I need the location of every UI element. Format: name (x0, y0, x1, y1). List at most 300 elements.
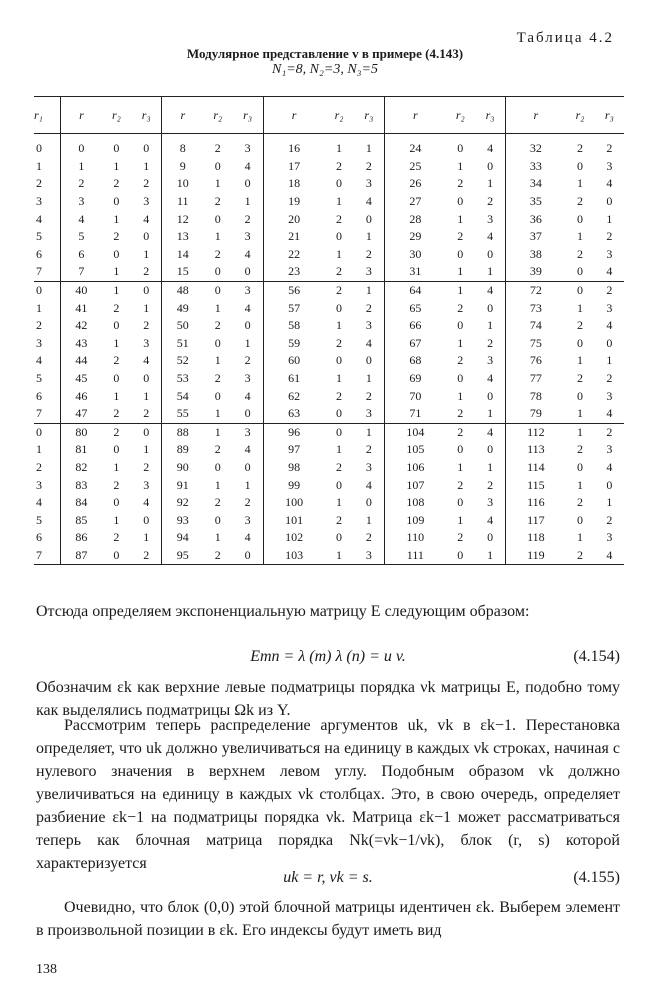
cell-r3: 4 (143, 495, 150, 510)
cell-r3: 0 (143, 512, 150, 527)
cell-r2: 2 (457, 530, 464, 545)
cell-r: 72 (506, 281, 566, 299)
cell-r: 39 (506, 263, 566, 281)
cell-r: 108 (385, 494, 446, 512)
cell-r2: 0 (336, 176, 343, 191)
cell-r3: 1 (487, 264, 494, 279)
cell-r3: 3 (244, 229, 251, 244)
cell-r: 118 (506, 529, 566, 547)
cell-r: 11 (162, 193, 203, 211)
cell-r2: 1 (577, 300, 584, 315)
cell-r: 51 (162, 335, 203, 353)
cell-r3: 4 (244, 442, 251, 457)
cell-r: 93 (162, 511, 203, 529)
table-row (34, 459, 624, 477)
cell-r3: 2 (365, 442, 372, 457)
cell-r: 19 (263, 193, 324, 211)
equation-4-154 (36, 648, 620, 672)
cell-r3: 0 (487, 442, 494, 457)
cell-r2: 0 (446, 547, 475, 565)
cell-r: 66 (385, 317, 446, 335)
cell-r: 95 (162, 547, 203, 565)
cell-r: 117 (506, 511, 566, 529)
cell-r2: 1 (577, 477, 584, 492)
cell-r: 82 (61, 459, 102, 477)
cell-r2: 0 (113, 442, 120, 457)
cell-r: 94 (162, 529, 203, 547)
cell-r: 38 (506, 246, 566, 264)
cell-r3: 3 (365, 176, 372, 191)
cell-r2: 1 (457, 158, 464, 173)
cell-r: 58 (263, 317, 324, 335)
cell-r: 32 (506, 134, 566, 158)
cell-r: 83 (61, 476, 102, 494)
cell-r2: 1 (113, 459, 120, 474)
table-row (34, 335, 624, 353)
table-row (34, 423, 624, 441)
table-row (34, 494, 624, 512)
cell-r: 56 (263, 281, 324, 299)
cell-r2: 1 (577, 530, 584, 545)
cell-r3: 2 (606, 512, 613, 527)
cell-r: 111 (385, 547, 446, 565)
cell-r2: 2 (457, 477, 464, 492)
cell-r2: 0 (336, 530, 343, 545)
cell-r: 114 (506, 459, 566, 477)
cell-r2: 2 (457, 406, 464, 421)
cell-r2: 0 (214, 388, 221, 403)
cell-r3: 2 (143, 176, 150, 191)
cell-r3: 0 (131, 281, 162, 299)
cell-r2: 2 (113, 406, 120, 421)
table-row (34, 370, 624, 388)
cell-r: 79 (506, 405, 566, 423)
header-group-2-col-0: r (263, 97, 324, 134)
cell-r: 34 (506, 175, 566, 193)
cell-r2: 1 (113, 211, 120, 226)
cell-r: 88 (162, 423, 203, 441)
cell-r3: 4 (365, 477, 372, 492)
cell-r3: 2 (143, 264, 150, 279)
cell-r2: 2 (214, 495, 221, 510)
table-row (34, 263, 624, 281)
cell-r3: 2 (143, 406, 150, 421)
table-row (34, 317, 624, 335)
header-group-3-col-1: r₂ (446, 97, 475, 134)
cell-r: 30 (385, 246, 446, 264)
table-row (34, 175, 624, 193)
cell-r2: 1 (113, 512, 120, 527)
cell-r3: 4 (487, 512, 494, 527)
cell-r: 35 (506, 193, 566, 211)
cell-r3: 2 (365, 246, 372, 261)
cell-r3: 2 (365, 388, 372, 403)
cell-r2: 1 (214, 176, 221, 191)
cell-r3: 0 (487, 158, 494, 173)
header-r1: r₁ (34, 97, 61, 134)
cell-r1: 2 (36, 318, 42, 333)
cell-r3: 0 (365, 353, 372, 368)
cell-r3: 3 (232, 423, 263, 441)
cell-r3: 0 (606, 477, 613, 492)
header-group-1-col-1: r₂ (203, 97, 232, 134)
cell-r2: 2 (336, 158, 343, 173)
cell-r: 17 (263, 158, 324, 176)
cell-r3: 3 (606, 388, 613, 403)
cell-r3: 4 (606, 318, 613, 333)
cell-r2: 0 (577, 388, 584, 403)
cell-r: 41 (61, 299, 102, 317)
cell-r2: 2 (324, 281, 353, 299)
cell-r3: 3 (606, 442, 613, 457)
cell-r: 91 (162, 476, 203, 494)
cell-r3: 2 (487, 335, 494, 350)
cell-r2: 1 (336, 194, 343, 209)
cell-r2: 0 (113, 318, 120, 333)
cell-r3: 0 (244, 459, 251, 474)
cell-r3: 2 (365, 530, 372, 545)
cell-r2: 2 (336, 264, 343, 279)
table-row (34, 387, 624, 405)
cell-r2: 1 (457, 388, 464, 403)
cell-r2: 2 (577, 141, 584, 156)
cell-r: 105 (385, 441, 446, 459)
cell-r1: 0 (34, 423, 61, 441)
cell-r3: 4 (365, 335, 372, 350)
cell-r: 84 (61, 494, 102, 512)
cell-r2: 1 (324, 547, 353, 565)
cell-r3: 3 (487, 495, 494, 510)
cell-r2: 1 (113, 388, 120, 403)
cell-r3: 1 (475, 547, 506, 565)
cell-r1: 7 (36, 406, 42, 421)
cell-r2: 2 (336, 211, 343, 226)
cell-r3: 1 (365, 371, 372, 386)
cell-r1: 6 (36, 530, 42, 545)
cell-r3: 0 (232, 547, 263, 565)
cell-r3: 2 (595, 281, 624, 299)
cell-r2: 1 (577, 176, 584, 191)
cell-r1: 7 (36, 264, 42, 279)
cell-r2: 2 (113, 530, 120, 545)
table-row (34, 210, 624, 228)
cell-r2: 0 (457, 442, 464, 457)
cell-r: 104 (385, 423, 446, 441)
cell-r3: 0 (143, 141, 150, 156)
cell-r: 44 (61, 352, 102, 370)
cell-r2: 0 (577, 264, 584, 279)
cell-r2: 1 (336, 246, 343, 261)
cell-r2: 0 (577, 512, 584, 527)
cell-r2: 0 (214, 512, 221, 527)
cell-r: 98 (263, 459, 324, 477)
cell-r2: 2 (446, 423, 475, 441)
cell-r3: 0 (487, 388, 494, 403)
cell-r3: 1 (143, 246, 150, 261)
cell-r1: 3 (36, 194, 42, 209)
cell-r3: 1 (143, 442, 150, 457)
cell-r2: 1 (577, 353, 584, 368)
cell-r3: 0 (365, 495, 372, 510)
header-group-0-col-0: r (61, 97, 102, 134)
cell-r: 0 (61, 134, 102, 158)
cell-r: 70 (385, 387, 446, 405)
cell-r: 23 (263, 263, 324, 281)
cell-r: 100 (263, 494, 324, 512)
cell-r: 85 (61, 511, 102, 529)
cell-r3: 1 (606, 495, 613, 510)
cell-r2: 2 (214, 194, 221, 209)
cell-r3: 1 (487, 459, 494, 474)
cell-r: 55 (162, 405, 203, 423)
cell-r: 112 (506, 423, 566, 441)
cell-r2: 1 (457, 211, 464, 226)
cell-r2: 0 (102, 547, 131, 565)
cell-r2: 2 (214, 442, 221, 457)
cell-r: 92 (162, 494, 203, 512)
paragraph-submatrices: Обозначим εk как верхние левые подматрицы порядка νk матрицы E, подобно тому как выделялись подматрицы Ωk из Y. (36, 679, 620, 719)
cell-r3: 4 (143, 211, 150, 226)
cell-r2: 1 (336, 318, 343, 333)
cell-r: 7 (61, 263, 102, 281)
equation-4-154-number: (4.154) (573, 648, 620, 665)
cell-r2: 0 (336, 353, 343, 368)
cell-r: 29 (385, 228, 446, 246)
table-title: Модулярное представление v в примере (4.143) (186, 46, 464, 61)
cell-r3: 4 (244, 388, 251, 403)
table-row (34, 547, 624, 565)
header-group-0-col-2: r₃ (131, 97, 162, 134)
cell-r2: 0 (113, 495, 120, 510)
cell-r: 107 (385, 476, 446, 494)
cell-r2: 1 (102, 281, 131, 299)
cell-r3: 3 (487, 353, 494, 368)
header-group-3-col-0: r (385, 97, 446, 134)
cell-r3: 1 (143, 300, 150, 315)
cell-r3: 4 (487, 229, 494, 244)
cell-r2: 0 (113, 371, 120, 386)
cell-r: 53 (162, 370, 203, 388)
cell-r3: 2 (606, 229, 613, 244)
cell-r2: 2 (214, 371, 221, 386)
cell-r: 12 (162, 210, 203, 228)
cell-r: 57 (263, 299, 324, 317)
table-row (34, 246, 624, 264)
cell-r: 113 (506, 441, 566, 459)
cell-r2: 0 (565, 281, 594, 299)
cell-r2: 2 (113, 229, 120, 244)
cell-r2: 0 (577, 335, 584, 350)
header-group-2-col-1: r₂ (324, 97, 353, 134)
cell-r3: 2 (244, 211, 251, 226)
cell-r3: 1 (365, 141, 372, 156)
table-body (34, 134, 624, 565)
cell-r3: 1 (143, 530, 150, 545)
cell-r3: 3 (487, 211, 494, 226)
cell-r3: 3 (606, 530, 613, 545)
cell-r: 99 (263, 476, 324, 494)
cell-r3: 0 (487, 246, 494, 261)
cell-r: 60 (263, 352, 324, 370)
cell-r1: 3 (36, 477, 42, 492)
cell-r: 97 (263, 441, 324, 459)
cell-r2: 1 (457, 264, 464, 279)
cell-r: 25 (385, 158, 446, 176)
cell-r: 103 (263, 547, 324, 565)
cell-r3: 2 (595, 423, 624, 441)
cell-r2: 0 (113, 194, 120, 209)
cell-r2: 2 (336, 512, 343, 527)
cell-r: 27 (385, 193, 446, 211)
cell-r: 48 (162, 281, 203, 299)
cell-r1: 3 (36, 335, 42, 350)
cell-r: 24 (385, 134, 446, 158)
cell-r3: 4 (606, 264, 613, 279)
cell-r2: 0 (113, 246, 120, 261)
cell-r1: 5 (36, 229, 42, 244)
cell-r2: 1 (113, 335, 120, 350)
cell-r3: 2 (365, 158, 372, 173)
cell-r2: 0 (214, 459, 221, 474)
page-number: 138 (36, 962, 57, 977)
cell-r2: 0 (457, 141, 464, 156)
cell-r3: 4 (475, 423, 506, 441)
cell-r2: 0 (214, 335, 221, 350)
cell-r: 106 (385, 459, 446, 477)
cell-r3: 4 (606, 176, 613, 191)
cell-r1: 1 (36, 300, 42, 315)
cell-r2: 0 (214, 264, 221, 279)
cell-r: 62 (263, 387, 324, 405)
equation-4-155-body: uk = r, vk = s. (283, 869, 373, 886)
cell-r1: 0 (36, 141, 42, 156)
cell-r2: 2 (457, 300, 464, 315)
cell-r2: 0 (336, 477, 343, 492)
cell-r3: 3 (606, 158, 613, 173)
cell-r: 21 (263, 228, 324, 246)
cell-r3: 2 (143, 318, 150, 333)
cell-r: 20 (263, 210, 324, 228)
cell-r3: 3 (232, 281, 263, 299)
cell-r: 42 (61, 317, 102, 335)
cell-r: 9 (162, 158, 203, 176)
table-row (34, 511, 624, 529)
cell-r: 28 (385, 210, 446, 228)
cell-r2: 1 (577, 406, 584, 421)
cell-r2: 1 (577, 229, 584, 244)
cell-r3: 0 (244, 264, 251, 279)
cell-r: 74 (506, 317, 566, 335)
cell-r3: 3 (143, 477, 150, 492)
cell-r: 47 (61, 405, 102, 423)
cell-r3: 0 (606, 194, 613, 209)
cell-r2: 2 (203, 547, 232, 565)
cell-r2: 0 (203, 281, 232, 299)
cell-r3: 4 (487, 141, 494, 156)
cell-r1: 1 (36, 158, 42, 173)
cell-r3: 0 (143, 371, 150, 386)
cell-r: 14 (162, 246, 203, 264)
cell-r3: 1 (487, 318, 494, 333)
cell-r1: 4 (36, 211, 42, 226)
table-row (34, 193, 624, 211)
cell-r: 71 (385, 405, 446, 423)
cell-r: 59 (263, 335, 324, 353)
cell-r2: 2 (113, 477, 120, 492)
cell-r2: 1 (457, 512, 464, 527)
cell-r2: 0 (577, 459, 584, 474)
cell-r3: 4 (595, 547, 624, 565)
cell-r: 50 (162, 317, 203, 335)
cell-r2: 0 (457, 495, 464, 510)
cell-r: 73 (506, 299, 566, 317)
cell-r: 86 (61, 529, 102, 547)
cell-r3: 4 (244, 246, 251, 261)
cell-r: 26 (385, 175, 446, 193)
cell-r: 46 (61, 387, 102, 405)
cell-r: 65 (385, 299, 446, 317)
cell-r3: 3 (365, 264, 372, 279)
cell-r2: 2 (336, 388, 343, 403)
cell-r2: 1 (113, 264, 120, 279)
cell-r3: 2 (606, 141, 613, 156)
cell-r3: 2 (487, 194, 494, 209)
cell-r3: 2 (487, 477, 494, 492)
cell-r1: 7 (34, 547, 61, 565)
cell-r2: 2 (102, 423, 131, 441)
cell-r: 13 (162, 228, 203, 246)
cell-r1: 4 (36, 495, 42, 510)
cell-r2: 1 (214, 229, 221, 244)
cell-r: 36 (506, 210, 566, 228)
table-label: Таблица 4.2 (516, 30, 614, 46)
cell-r2: 1 (336, 495, 343, 510)
cell-r: 49 (162, 299, 203, 317)
cell-r2: 0 (214, 158, 221, 173)
cell-r: 3 (61, 193, 102, 211)
modular-representation-table (34, 96, 624, 565)
cell-r: 54 (162, 387, 203, 405)
cell-r2: 2 (457, 229, 464, 244)
cell-r2: 0 (324, 423, 353, 441)
cell-r3: 4 (244, 158, 251, 173)
cell-r: 81 (61, 441, 102, 459)
cell-r3: 2 (244, 495, 251, 510)
cell-r2: 2 (565, 547, 594, 565)
cell-r3: 0 (487, 530, 494, 545)
cell-r3: 0 (244, 406, 251, 421)
cell-r2: 1 (336, 141, 343, 156)
cell-r2: 2 (113, 353, 120, 368)
cell-r1: 5 (36, 512, 42, 527)
equation-4-155-number: (4.155) (573, 869, 620, 886)
cell-r3: 1 (244, 194, 251, 209)
cell-r: 16 (263, 134, 324, 158)
cell-r3: 3 (244, 512, 251, 527)
cell-r2: 1 (336, 371, 343, 386)
cell-r: 43 (61, 335, 102, 353)
cell-r3: 3 (365, 318, 372, 333)
table-header-row (34, 97, 624, 134)
cell-r3: 1 (143, 388, 150, 403)
cell-r3: 1 (354, 423, 385, 441)
cell-r1: 2 (36, 459, 42, 474)
cell-r3: 3 (143, 335, 150, 350)
cell-r: 45 (61, 370, 102, 388)
cell-r3: 3 (354, 547, 385, 565)
cell-r3: 1 (487, 406, 494, 421)
cell-r2: 2 (577, 371, 584, 386)
